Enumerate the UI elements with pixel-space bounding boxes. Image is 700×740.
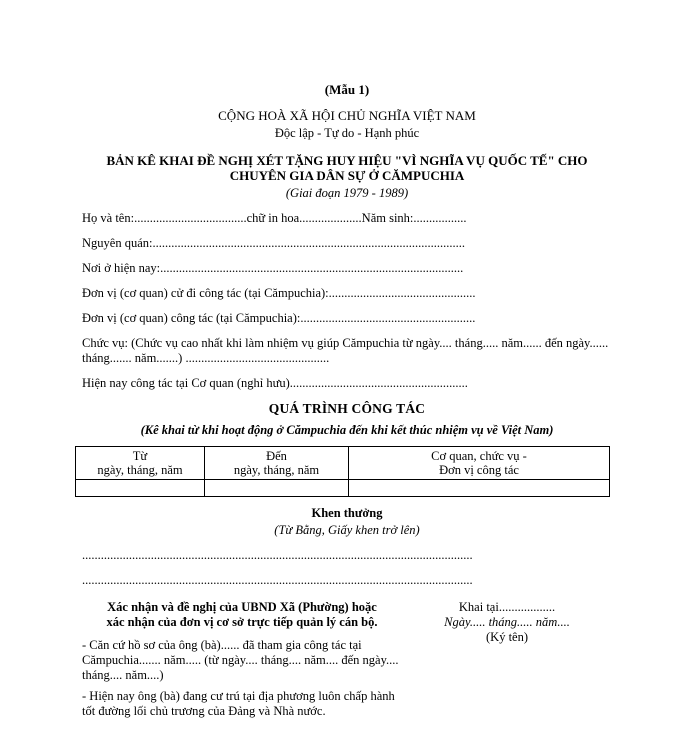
column-header-line: ngày, tháng, năm [97,463,183,477]
bottom-section [82,600,612,740]
confirmation-title-line-1: Xác nhận và đề nghị của UBND Xã (Phường) hoặc [107,600,377,614]
name-field: Họ và tên:....................................chữ in hoa....................Năm sinh:................. [82,211,467,225]
confirmation-block [82,600,402,719]
document-page [82,78,612,740]
column-header-line: Cơ quan, chức vụ - [431,449,527,463]
column-header-unit [349,447,610,480]
work-history-title: QUÁ TRÌNH CÔNG TÁC [268,401,426,416]
document-title: BẢN KÊ KHAI ĐỀ NGHỊ XÉT TẶNG HUY HIỆU "VÌ NGHĨA VỤ QUỐC TẾ" CHO CHUYÊN GIA DÂN SỰ Ở CĂMPUCHIA [106,153,588,183]
work-history-note: (Kê khai từ khi hoạt động ở Cămpuchia đến khi kết thúc nhiệm vụ về Việt Nam) [140,423,554,437]
current-unit-field: Hiện nay công tác tại Cơ quan (nghỉ hưu)......................................................... [82,376,468,390]
confirmation-item-2: - Hiện nay ông (bà) đang cư trú tại địa phương luôn chấp hành tốt đường lối chủ trương của Đảng và Nhà nước. [82,689,395,718]
signature-place: Khai tại.................. [458,600,556,614]
confirmation-title-line-2: xác nhận của đơn vị cơ sở trực tiếp quản lý cán bộ. [106,615,378,629]
table-cell [349,480,610,497]
signature-block [402,600,612,645]
period-note: (Giai đoạn 1979 - 1989) [285,186,409,200]
table-header-row [76,447,610,480]
column-header-line: Đến [266,449,287,463]
column-header-line: Từ [132,449,148,463]
rewards-line-2: ............................................................................................................................. [82,573,473,587]
column-header-line: Đơn vị công tác [439,463,519,477]
table-cell [76,480,205,497]
table-row [76,480,610,497]
rewards-line-1: ............................................................................................................................. [82,548,473,562]
work-history-table [75,446,610,497]
signature-date: Ngày..... tháng..... năm.... [444,615,570,629]
position-field: Chức vụ: (Chức vụ cao nhất khi làm nhiệm vụ giúp Cămpuchia từ ngày.... tháng..... năm...... đến ngày...... tháng....... năm.......) .............................................. [82,336,609,365]
column-header-to [205,447,349,480]
hometown-field: Nguyên quán:.................................................................................................... [82,236,465,250]
rewards-title: Khen thưởng [311,506,383,520]
confirmation-item-1: - Căn cứ hồ sơ của ông (bà)...... đã tham gia công tác tại Cămpuchia....... năm..... (từ ngày.... tháng.... năm.... đến ngày.... tháng.... năm....) [82,638,399,682]
signature-label: (Ký tên) [486,630,528,644]
table-cell [205,480,349,497]
sending-unit-field: Đơn vị (cơ quan) cử đi công tác (tại Cămpuchia):............................................... [82,286,476,300]
form-number: (Mẫu 1) [324,82,370,97]
country-name: CỘNG HOÀ XÃ HỘI CHỦ NGHĨA VIỆT NAM [218,108,476,123]
residence-field: Nơi ở hiện nay:................................................................................................. [82,261,464,275]
working-unit-field: Đơn vị (cơ quan) công tác (tại Cămpuchia):........................................................ [82,311,476,325]
national-motto: Độc lập - Tự do - Hạnh phúc [274,126,420,140]
rewards-note: (Từ Bằng, Giấy khen trở lên) [274,523,420,537]
column-header-from [76,447,205,480]
column-header-line: ngày, tháng, năm [233,463,320,477]
